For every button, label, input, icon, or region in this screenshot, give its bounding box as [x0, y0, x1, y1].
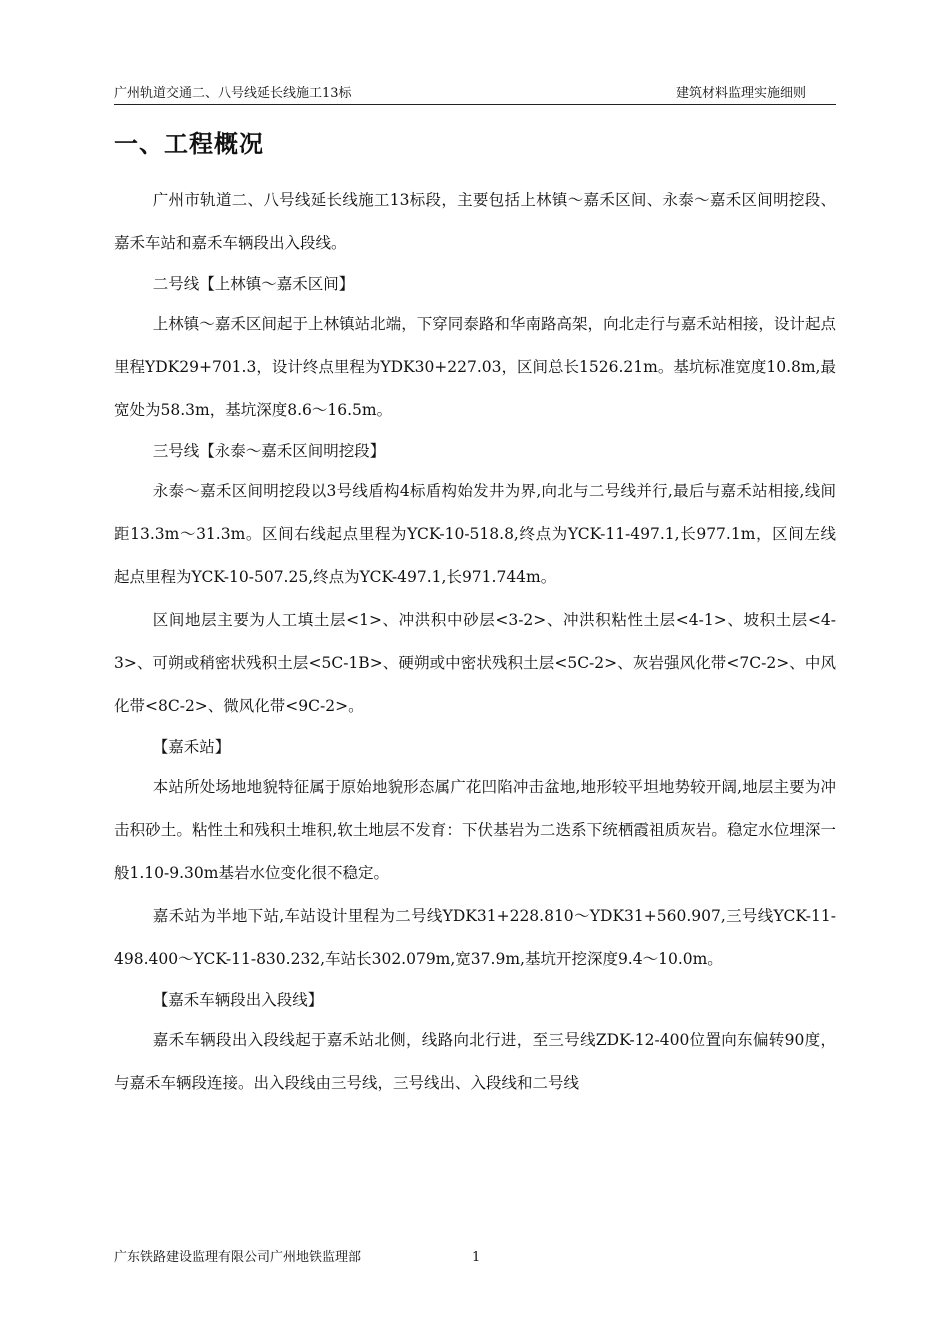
paragraph-line2-section: 上林镇～嘉禾区间起于上林镇站北端，下穿同泰路和华南路高架，向北走行与嘉禾站相接，设计起点里程YDK29+701.3，设计终点里程为YDK30+227.03，区间总长1526.21m。基坑标准宽度10.8m,最宽处为58.3m，基坑深度8.6～16.5m。 — [114, 315, 836, 419]
header-project-name: 广州轨道交通二、八号线延长线施工13标 — [114, 86, 352, 101]
paragraph-overview: 广州市轨道二、八号线延长线施工13标段，主要包括上林镇～嘉禾区间、永泰～嘉禾区间明挖段、嘉禾车站和嘉禾车辆段出入段线。 — [114, 191, 836, 252]
paragraph-station-geology: 本站所处场地地貌特征属于原始地貌形态属广花凹陷冲击盆地,地形较平坦地势较开阔,地层主要为冲击积砂土。粘性土和残积土堆积,软土地层不发育：下伏基岩为二迭系下统栖霞祖质灰岩。稳定水位埋深一般1.10-9.30m基岩水位变化很不稳定。 — [114, 778, 836, 882]
paragraph-depot-line: 嘉禾车辆段出入段线起于嘉禾站北侧，线路向北行进，至三号线ZDK-12-400位置向东偏转90度，与嘉禾车辆段连接。出入段线由三号线，三号线出、入段线和二号线 — [114, 1031, 836, 1092]
footer-company-name: 广东铁路建设监理有限公司广州地铁监理部 — [114, 1250, 362, 1265]
subheading-line2-section: 二号线【上林镇～嘉禾区间】 — [152, 275, 355, 293]
page-number: 1 — [472, 1250, 481, 1265]
document-body — [114, 179, 836, 1105]
paragraph-line3-section: 永泰～嘉禾区间明挖段以3号线盾构4标盾构始发井为界,向北与二号线并行,最后与嘉禾站相接,线间距13.3m～31.3m。区间右线起点里程为YCK-10-518.8,终点为YCK-11-497.1,长977.1m，区间左线起点里程为YCK-10-507.25,终点为YCK-497.1,长971.744m。 — [114, 482, 836, 586]
paragraph-strata: 区间地层主要为人工填土层<1>、冲洪积中砂层<3-2>、冲洪积粘性土层<4-1>、坡积土层<4-3>、可朔或稍密状残积土层<5C-1B>、硬朔或中密状残积土层<5C-2>、灰岩强风化带<7C-2>、中风化带<8C-2>、微风化带<9C-2>。 — [114, 611, 836, 715]
section-title: 一、工程概况 — [114, 130, 264, 158]
page-header — [114, 84, 836, 104]
paragraph-station-design: 嘉禾站为半地下站,车站设计里程为二号线YDK31+228.810～YDK31+560.907,三号线YCK-11-498.400～YCK-11-830.232,车站长302.079m,宽37.9m,基坑开挖深度9.4～10.0m。 — [114, 907, 836, 968]
header-document-title: 建筑材料监理实施细则 — [675, 86, 806, 101]
subheading-depot-line: 【嘉禾车辆段出入段线】 — [152, 991, 324, 1009]
subheading-line3-section: 三号线【永泰～嘉禾区间明挖段】 — [152, 442, 386, 460]
subheading-jiahe-station: 【嘉禾站】 — [152, 738, 231, 756]
header-divider — [114, 104, 836, 105]
